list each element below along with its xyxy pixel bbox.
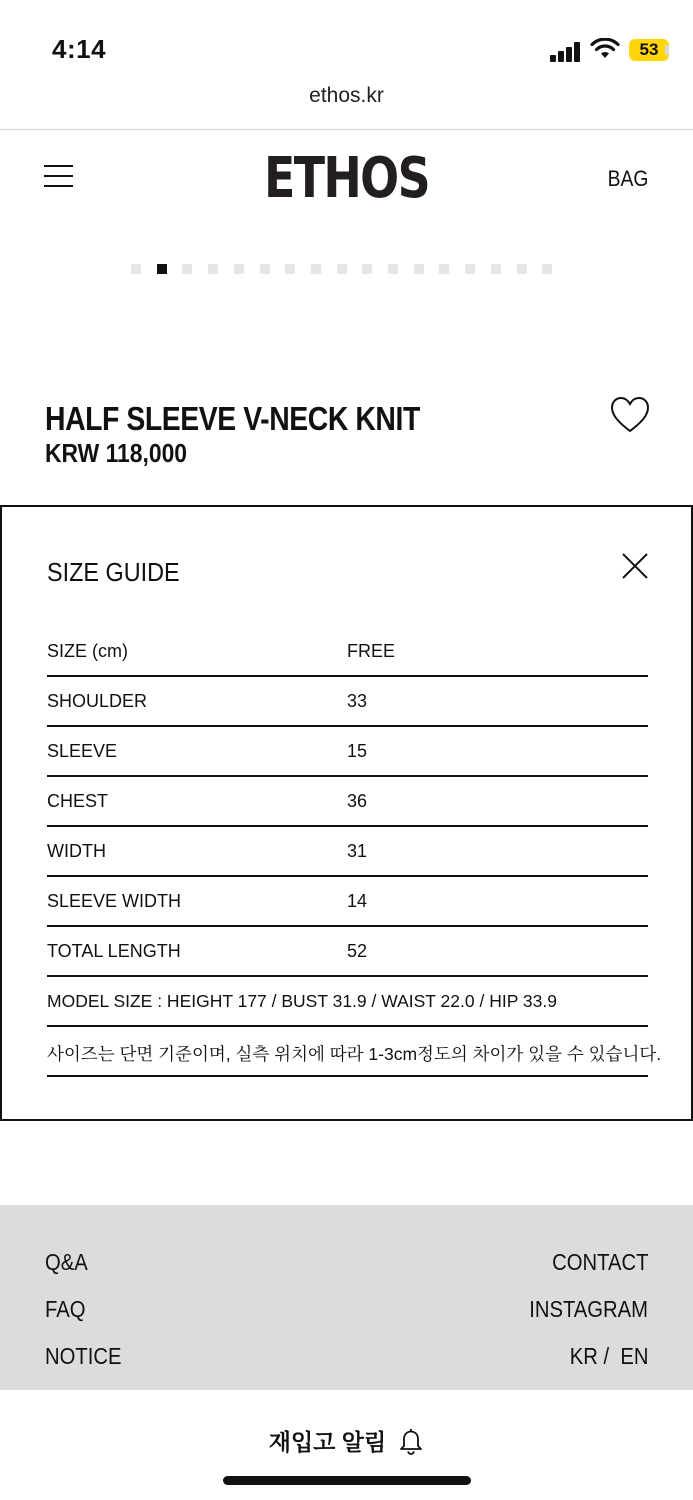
bag-link[interactable]: BAG [607,166,648,191]
gallery-dot[interactable] [234,264,244,274]
gallery-dot[interactable] [362,264,372,274]
row-label: CHEST [47,791,109,811]
row-label: WIDTH [47,841,106,861]
gallery-dot[interactable] [465,264,475,274]
size-guide-title: SIZE GUIDE [47,557,180,587]
gallery-dot[interactable] [388,264,398,274]
table-row [47,877,648,927]
size-table-header-row [47,627,648,677]
product-price: KRW 118,000 [45,438,188,468]
row-label: SLEEVE WIDTH [47,891,182,911]
model-size-row [47,977,648,1027]
close-icon[interactable] [622,553,648,579]
size-table-header-label: SIZE (cm) [47,641,128,661]
battery-icon [629,39,669,61]
table-row [47,777,648,827]
size-table-header-value: FREE [347,641,396,661]
row-value: 36 [347,791,368,811]
gallery-dot[interactable] [182,264,192,274]
gallery-dot[interactable] [439,264,449,274]
heart-icon[interactable] [610,396,650,434]
home-indicator [223,1476,471,1485]
status-bar [0,0,693,80]
row-value: 14 [347,891,368,911]
size-note-row [47,1027,662,1077]
row-label: SHOULDER [47,691,148,711]
footer-link-notice[interactable]: NOTICE [45,1343,122,1369]
restock-alert-bar [0,1424,693,1457]
size-note-text: 사이즈는 단면 기준이며, 실측 위치에 따라 1-3cm정도의 차이가 있을 수 있습니다. [47,1044,662,1064]
model-size-text: MODEL SIZE : HEIGHT 177 / BUST 31.9 / WAIST 22.0 / HIP 33.9 [47,991,557,1011]
table-row [47,927,648,977]
footer-link-instagram[interactable]: INSTAGRAM [529,1296,648,1322]
footer-link-qna[interactable]: Q&A [45,1249,88,1275]
product-name: HALF SLEEVE V-NECK KNIT [45,400,420,437]
cellular-signal-icon [550,40,582,62]
url-bar[interactable]: ethos.kr [309,84,384,107]
gallery-dot[interactable] [542,264,552,274]
status-time: 4:14 [52,34,107,64]
gallery-dot[interactable] [414,264,424,274]
bell-icon [398,1427,424,1455]
row-label: SLEEVE [47,741,118,761]
gallery-dot[interactable] [131,264,141,274]
row-label: TOTAL LENGTH [47,941,181,961]
gallery-dot[interactable] [517,264,527,274]
size-table [47,627,662,1077]
table-row [47,827,648,877]
gallery-dot[interactable] [311,264,321,274]
gallery-dot[interactable] [285,264,295,274]
site-logo[interactable]: ETHOS [263,146,430,211]
gallery-dot[interactable] [260,264,270,274]
row-value: 31 [347,841,368,861]
row-value: 33 [347,691,368,711]
row-value: 15 [347,741,368,761]
size-guide-modal [0,505,693,1121]
gallery-dot[interactable] [337,264,347,274]
restock-alert-label: 재입고 알림 [268,1429,387,1455]
battery-tip [665,45,669,55]
battery-level: 53 [639,40,659,59]
site-footer [0,1205,693,1390]
footer-link-contact[interactable]: CONTACT [551,1249,648,1275]
gallery-dot[interactable] [208,264,218,274]
restock-alert-button[interactable] [269,1424,424,1457]
gallery-dot-active[interactable] [157,264,167,274]
gallery-dot[interactable] [491,264,501,274]
wifi-icon [590,38,620,60]
row-value: 52 [347,941,368,961]
divider [0,129,693,130]
language-switch[interactable]: KR / EN [569,1343,648,1369]
footer-link-faq[interactable]: FAQ [45,1296,86,1322]
table-row [47,727,648,777]
table-row [47,677,648,727]
